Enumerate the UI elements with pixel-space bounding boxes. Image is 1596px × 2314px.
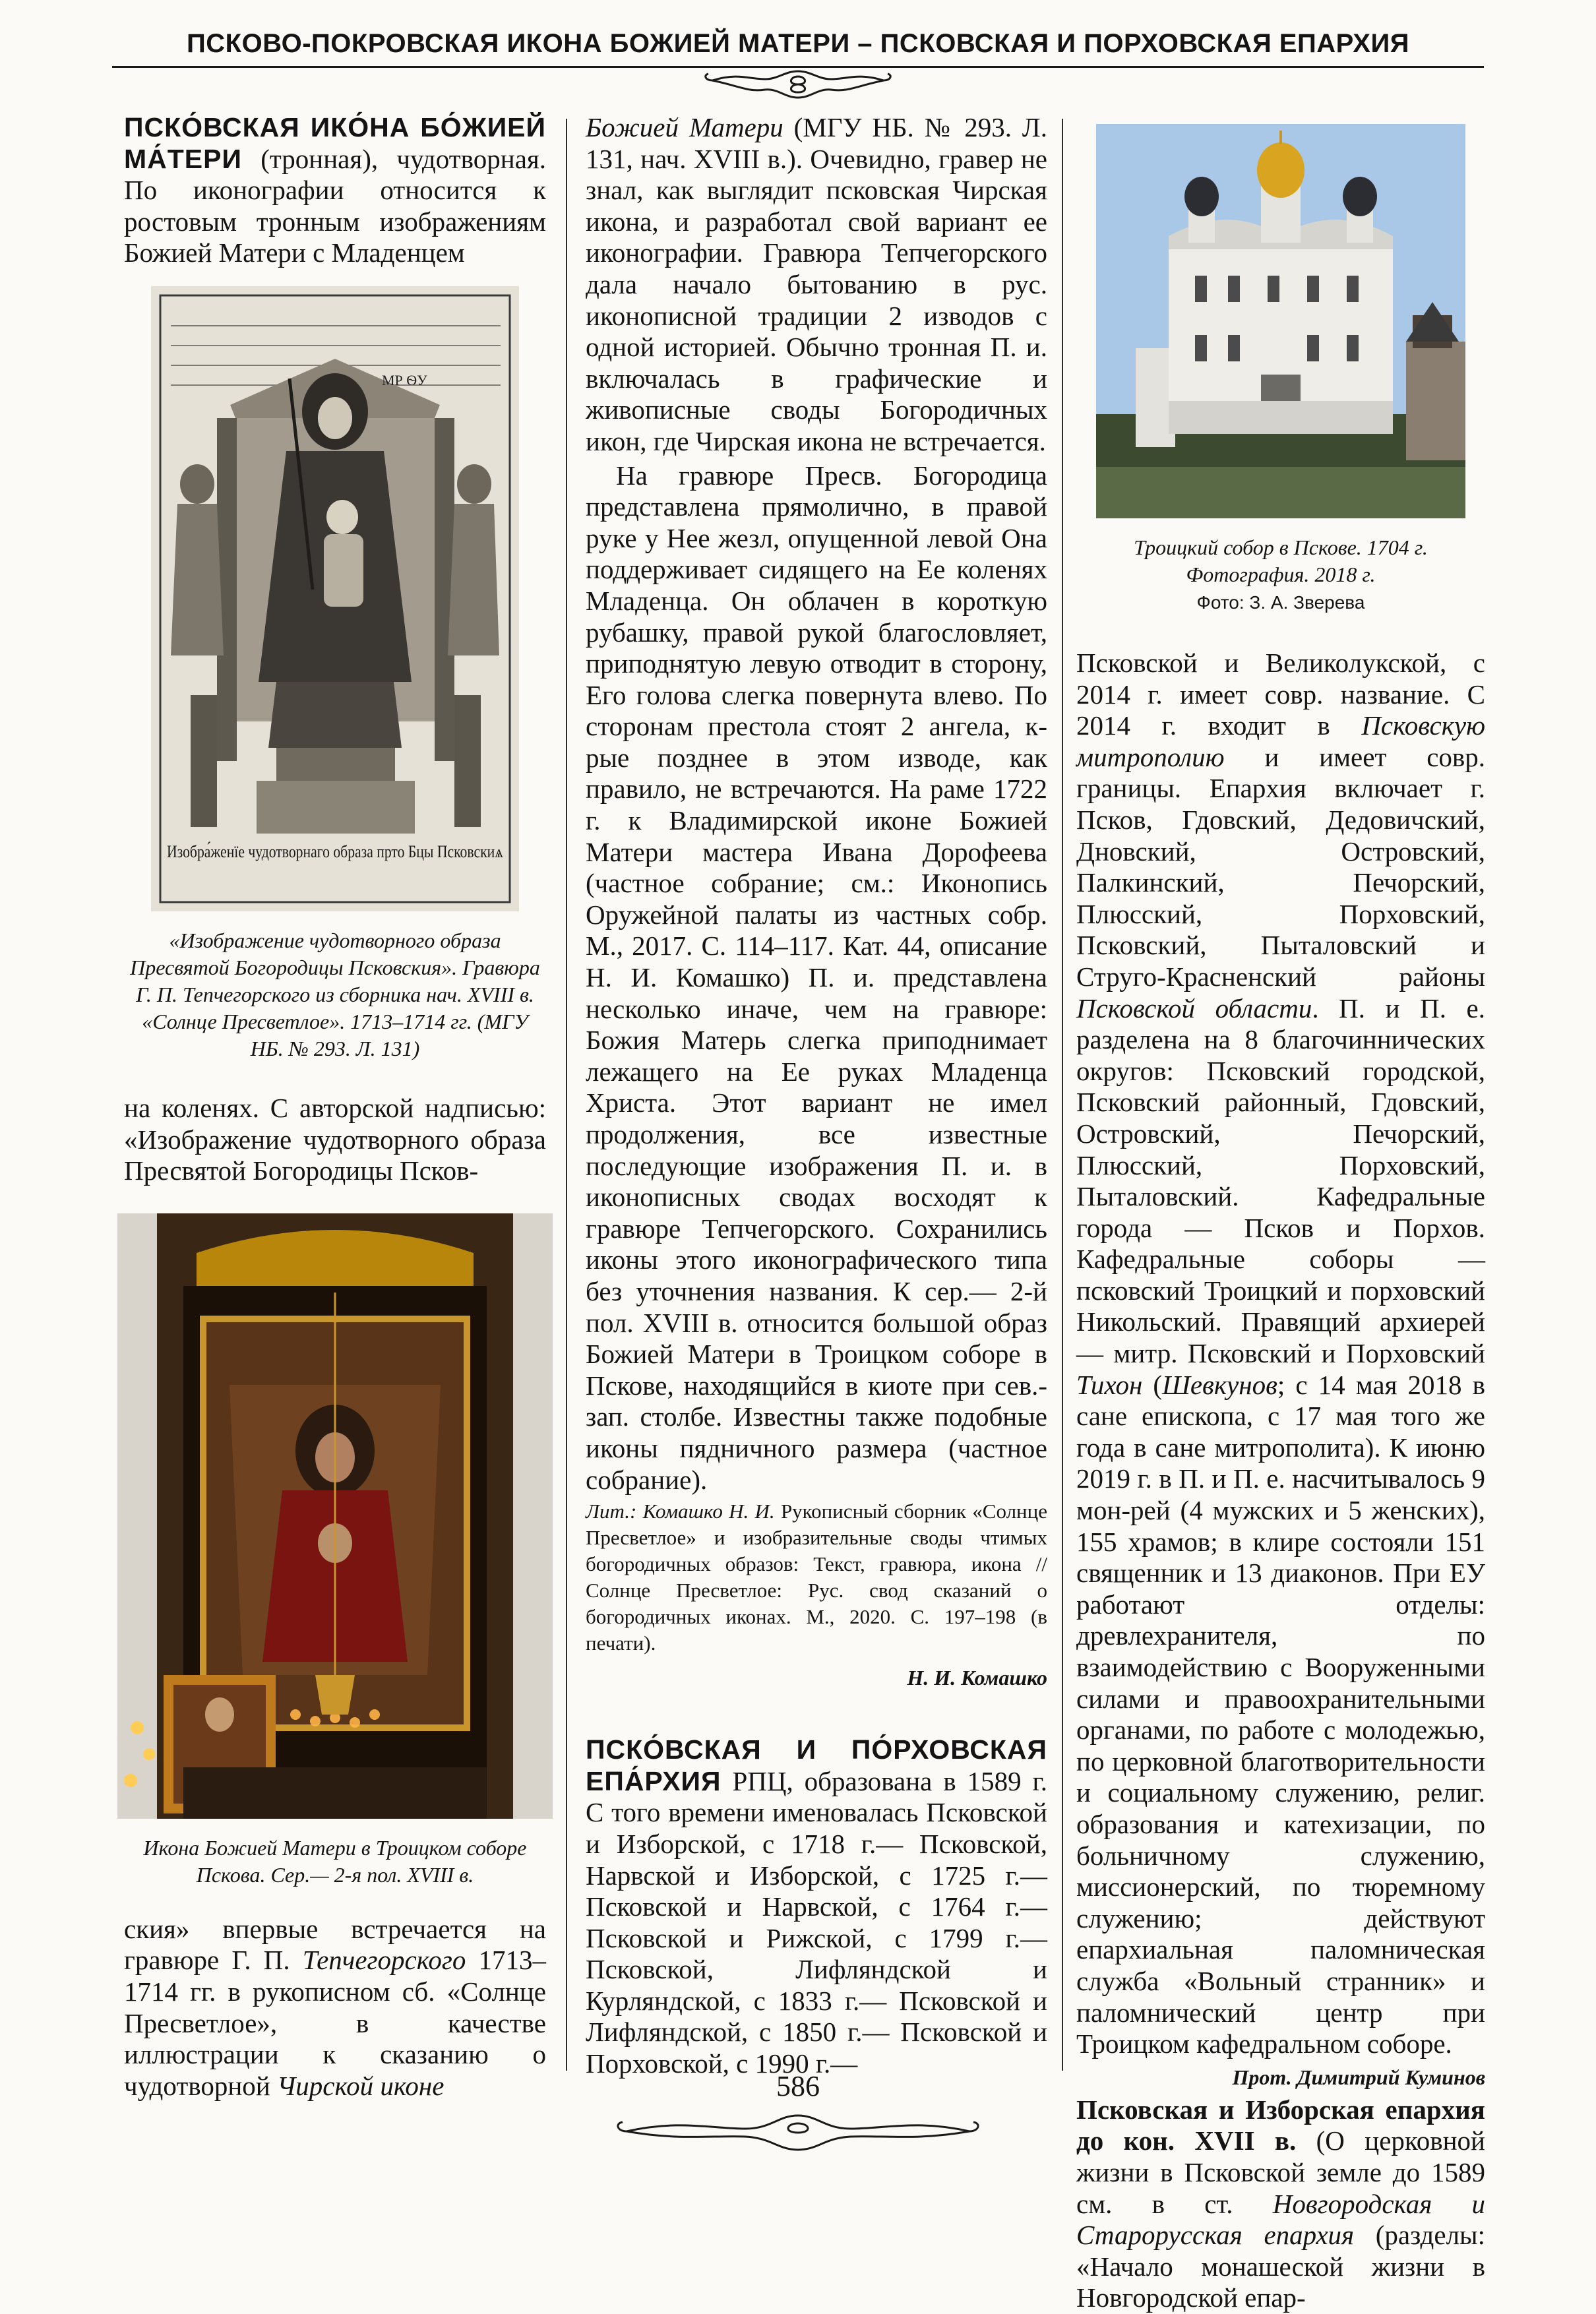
figure-cathedral-photo — [1096, 124, 1465, 518]
running-title: ПСКОВО-ПОКРОВСКАЯ ИКОНА БОЖИЕЙ МАТЕРИ – ПСКОВСКАЯ И ПОРХОВСКАЯ ЕПАРХИЯ — [187, 29, 1409, 58]
author-signature-2: Прот. Димитрий Куминов — [1232, 2065, 1485, 2089]
page-number: 586 — [776, 2070, 820, 2102]
article-1-continued-2: ския» впервые встречается на гравюре Г. П. Тепчегорского 1713–1714 гг. в рукописном сб. «Солнце Пресветлое», в качестве иллюстрации к сказанию о чудотворной Чирской иконе — [124, 1913, 547, 2101]
section-subheading: Псковская и Изборская епархия до кон. XVII в. — [1076, 2094, 1485, 2156]
column-rule-right — [1062, 119, 1063, 2071]
figure-3-caption: Троицкий собор в Пскове. 1704 г. Фотография. 2018 г. Фото: З. А. Зверева — [1134, 535, 1428, 613]
column-rule-left — [566, 119, 567, 2071]
engraving-top-inscription: МР ѲУ — [382, 371, 427, 388]
article-2-intro: ПСКО́ВСКАЯ И ПО́РХОВСКАЯ ЕПА́РХИЯ РПЦ, образована в 1589 г. С того времени именовалась Псковской и Изборской, с 1718 г.— Псковской, Нарвской и Изборской, с 1725 г.— Псковской и Нарвской, с 1764 г.— Псковской и Рижской, с 1799 г.— Псковской, Лифляндской и Курляндской, с 1833 г.— Псковской и Лифляндской, с 1850 г.— Псковской и Порховской, с 1990 г.— — [586, 1734, 1047, 2079]
column-3 — [1076, 112, 1485, 2314]
column-2 — [586, 112, 1047, 2080]
author-signature-1: Н. И. Комашко — [907, 1666, 1047, 1690]
engraving-image — [151, 286, 519, 911]
cathedral-photo-image — [1096, 124, 1465, 518]
running-header — [112, 24, 1484, 68]
engraving-inscription: Изобра́женїе чудотворнаго образа прто Бцы Псковскиѧ — [167, 841, 504, 861]
article-1-headword: ПСКО́ВСКАЯ ИКО́НА БО́ЖИЕЙ МА́ТЕРИ — [124, 112, 546, 174]
figure-icon-photo — [117, 1213, 553, 1819]
article-1-intro: ПСКО́ВСКАЯ ИКО́НА БО́ЖИЕЙ МА́ТЕРИ (тронная), чудотворная. По иконографии относится к ростовым тронным изображениям Божией Матери с Младенцем — [124, 112, 546, 268]
footer-ornament — [613, 2109, 983, 2155]
photo-credit: Фото: З. А. Зверева — [1196, 592, 1365, 613]
figure-engraving — [151, 286, 519, 911]
icon-photo-image — [117, 1213, 553, 1819]
column-1 — [124, 112, 546, 2102]
figure-1-caption: «Изображение чудотворного образа Пресвятой Богородицы Псковския». Гравюра Г. П. Тепчегорского из сборника нач. XVIII в. «Солнце Пресветлое». 1713–1714 гг. (МГУ НБ. № 293. Л. 131) — [130, 928, 540, 1060]
article-2-headword: ПСКО́ВСКАЯ И ПО́РХОВСКАЯ ЕПА́РХИЯ — [586, 1734, 1047, 1796]
literature: Лит.: Комашко Н. И. Рукописный сборник «Солнце Пресветлое» и изобразительные своды чтимых богородичных образов: Текст, гравюра, икона // Солнце Пресветлое: Рус. свод сказаний о богородичных иконах. М., 2020. С. 197–198 (в печати). — [586, 1500, 1047, 1655]
article-2-text: Псковской и Великолукской, с 2014 г. имеет совр. название. С 2014 г. входит в Псковскую митрополию и имеет совр. границы. Епархия включает г. Псков, Гдовский, Дедовичский, Дновский, Островский, Палкинский, Печорский, Плюсский, Порховский, Псковский, Пыталовский и Струго-Красненский районы Псковской области. П. и П. е. разделена на 8 благочиннических округов: Псковский городской, Псковский районный, Гдовский, Островский, Печорский, Плюсский, Порховский, Пыталовский. Кафедральные города — Псков и Порхов. Кафедральные соборы — псковский Троицкий и порховский Никольский. Правящий архиерей — митр. Псковский и Порховский Тихон (Шевкунов; с 14 мая 2018 в сане епископа, с 17 мая того же года в сане митрополита). К июню 2019 г. в П. и П. е. насчитывалось 9 мон-рей (4 мужских и 5 женских), 155 храмов; в клире состояли 151 священник и 13 диаконов. При ЕУ работают отделы: древлехранителя, по взаимодействию с Вооруженными силами и правоохранительными органами, по работе с молодежью, по церковной благотворительности и социальному служению, религ. образования и катехизации, по больничному служению, миссионерский, по тюремному служению; действуют епархиальная паломническая служба «Вольный странник» и паломнический центр при Троицком кафедральном соборе. — [1076, 648, 1485, 2059]
article-1-text-b: На гравюре Пресв. Богородица представлена прямолично, в правой руке у Нее жезл, опущенной левой Она поддерживает сидящего на Ее коленях Младенца. Он облачен в короткую рубашку, правой рукой благословляет, приподнятую левую отводит в сторону, Его голова слегка повернута влево. По сторонам престола стоят 2 ангела, к-рые позднее в этом изводе, как правило, не встречаются. На раме 1722 г. к Владимирской иконе Божией Матери мастера Ивана Дорофеева (частное собрание; см.: Иконопись Оружейной палаты из частных собр. М., 2017. С. 114–117. Кат. 44, описание Н. И. Комашко) П. и. представлена несколько иначе, чем на гравюре: Божия Матерь слегка приподнимает лежащего на Ее руках Младенца Христа. Этот вариант не имел продолжения, все известные последующие изображения П. и. в иконописных сводах восходят к гравюре Тепчегорского. Сохранились иконы этого иконографического типа без уточнения названия. К сер.— 2-й пол. XVIII в. относится большой образ Божией Матери в Троицком соборе в Пскове, находящийся в киоте при сев.-зап. столбе. Известны также подобные иконы пядничного размера (частное собрание). — [586, 460, 1047, 1495]
section-subheading-text: Псковская и Изборская епархия до кон. XVII в. (О церковной жизни в Псковской земле до 1589 см. в ст. Новгородская и Старорусская епархия (разделы: «Начало монашеской жизни в Новгородской епар- — [1076, 2094, 1485, 2313]
article-1-continued: на коленях. С авторской надписью: «Изображение чудотворного образа Пресвятой Богородицы Псков- — [124, 1092, 546, 1186]
article-1-text-a: Божией Матери (МГУ НБ. № 293. Л. 131, нач. XVIII в.). Очевидно, гравер не знал, как выглядит псковская Чирская икона, и разработал свой вариант ее иконографии. Гравюра Тепчегорского дала начало бытованию в рус. иконописной традиции 2 изводов с одной историей. Обычно тронная П. и. включалась в графические и живописные своды Богородичных икон, где Чирская икона не встречается. — [586, 112, 1047, 456]
figure-2-caption: Икона Божией Матери в Троицком соборе Пскова. Сер.— 2-я пол. XVIII в. — [143, 1835, 527, 1887]
header-ornament — [699, 66, 897, 104]
